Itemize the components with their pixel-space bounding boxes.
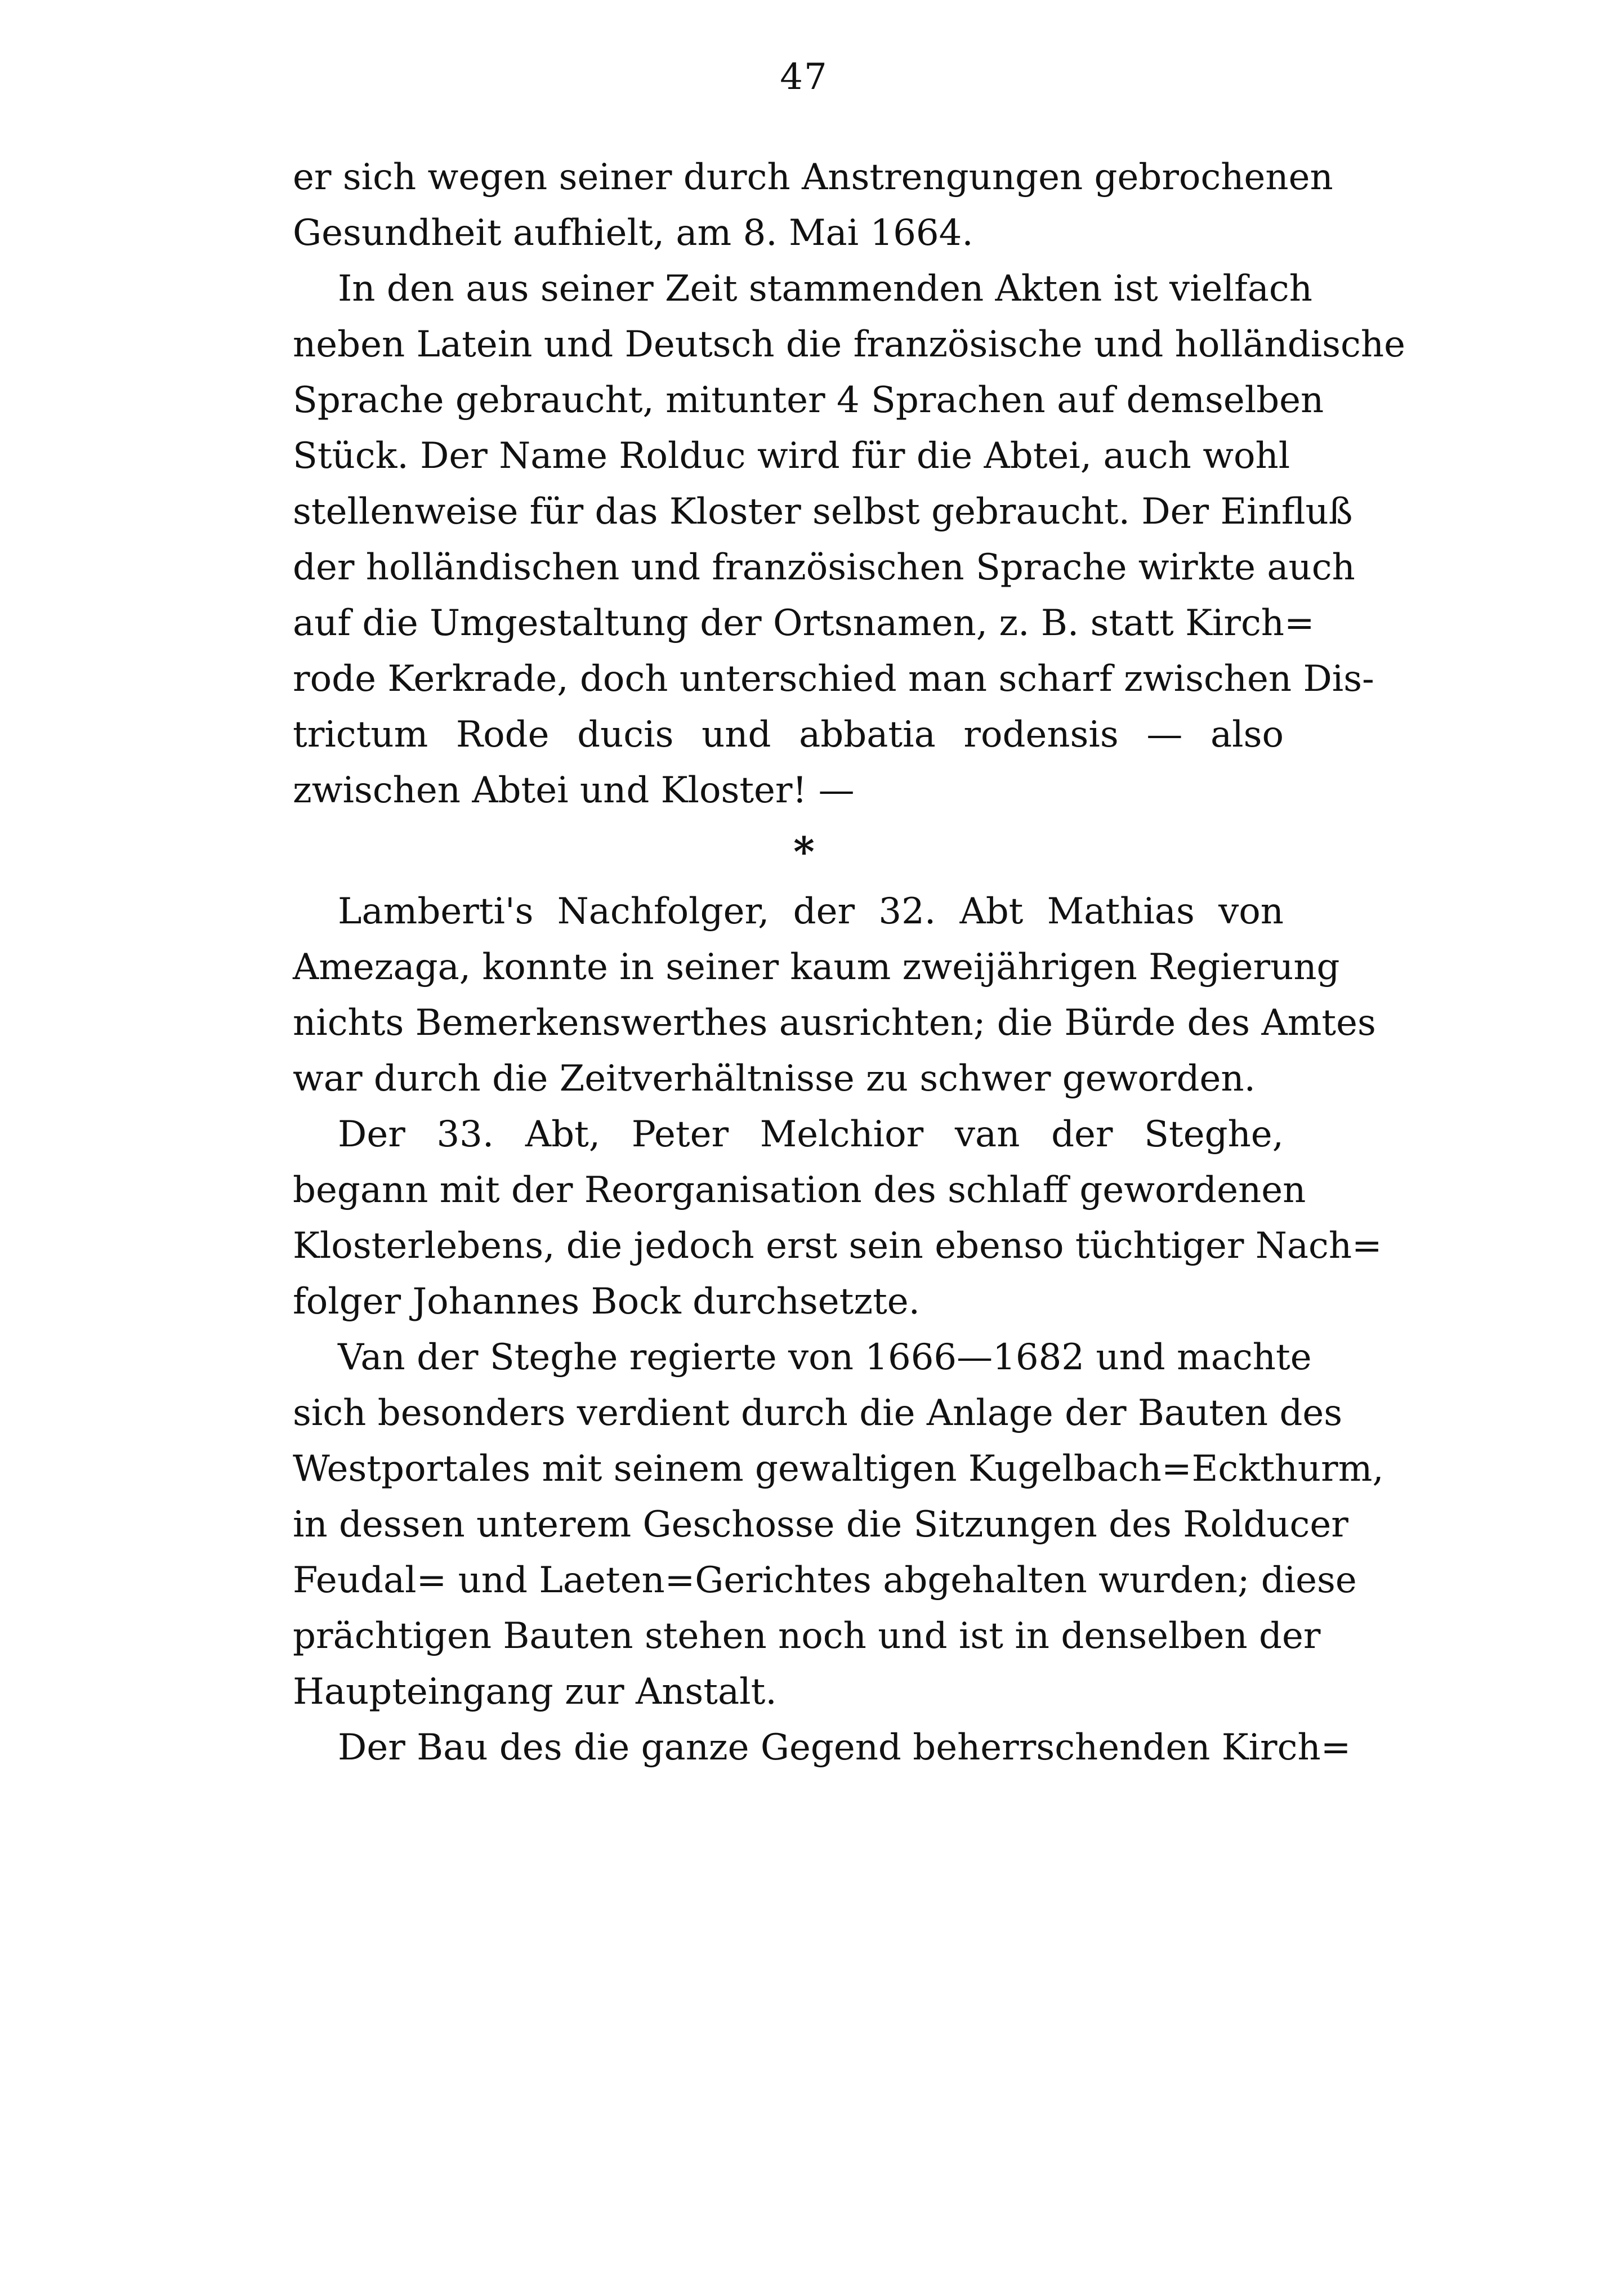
text-block-upper: [293, 150, 1405, 819]
text-line: nichts Bemerkenswerthes ausrichten; die Bürde des Amtes: [293, 1002, 1376, 1044]
text-line: In den aus seiner Zeit stammenden Akten ist vielfach: [338, 268, 1312, 310]
section-separator-asterisk: *: [793, 828, 815, 875]
text-line: in dessen unterem Geschosse die Sitzungen des Rolducer: [293, 1504, 1348, 1545]
text-line: Stück. Der Name Rolduc wird für die Abtei, auch wohl: [293, 435, 1290, 477]
text-line: sich besonders verdient durch die Anlage der Bauten des: [293, 1392, 1343, 1434]
text-line: Amezaga, konnte in seiner kaum zweijährigen Regierung: [293, 946, 1340, 988]
text-line: Van der Steghe regierte von 1666—1682 und machte: [338, 1337, 1312, 1378]
text-block-lower: [293, 884, 1384, 1776]
text-line: war durch die Zeitverhältnisse zu schwer geworden.: [293, 1058, 1256, 1100]
text-line: folger Johannes Bock durchsetzte.: [293, 1281, 920, 1323]
text-line: rode Kerkrade, doch unterschied man scharf zwischen Dis-: [293, 658, 1374, 700]
text-line: Der 33. Abt, Peter Melchior van der Steghe,: [338, 1114, 1284, 1155]
text-line: Westportales mit seinem gewaltigen Kugelbach=Eckthurm,: [293, 1448, 1384, 1490]
text-line: Klosterlebens, die jedoch erst sein ebenso tüchtiger Nach=: [293, 1225, 1382, 1267]
text-line: zwischen Abtei und Kloster! —: [293, 770, 855, 811]
page-number: 47: [780, 56, 828, 98]
text-line: Haupteingang zur Anstalt.: [293, 1671, 777, 1713]
text-line: stellenweise für das Kloster selbst gebraucht. Der Einfluß: [293, 491, 1353, 533]
text-line: begann mit der Reorganisation des schlaff gewordenen: [293, 1169, 1306, 1211]
text-line: neben Latein und Deutsch die französische und holländische: [293, 324, 1405, 365]
text-line: auf die Umgestaltung der Ortsnamen, z. B. statt Kirch=: [293, 602, 1315, 644]
text-line: trictum Rode ducis und abbatia rodensis — also: [293, 714, 1284, 756]
text-line: Der Bau des die ganze Gegend beherrschenden Kirch=: [338, 1727, 1351, 1768]
text-line: der holländischen und französischen Sprache wirkte auch: [293, 547, 1355, 588]
text-line: Lamberti's Nachfolger, der 32. Abt Mathias von: [338, 891, 1284, 932]
text-line: prächtigen Bauten stehen noch und ist in denselben der: [293, 1615, 1321, 1657]
text-line: Feudal= und Laeten=Gerichtes abgehalten wurden; diese: [293, 1560, 1357, 1601]
text-line: Sprache gebraucht, mitunter 4 Sprachen auf demselben: [293, 379, 1324, 421]
text-line: er sich wegen seiner durch Anstrengungen gebrochenen: [293, 157, 1333, 198]
text-line: Gesundheit aufhielt, am 8. Mai 1664.: [293, 212, 973, 254]
